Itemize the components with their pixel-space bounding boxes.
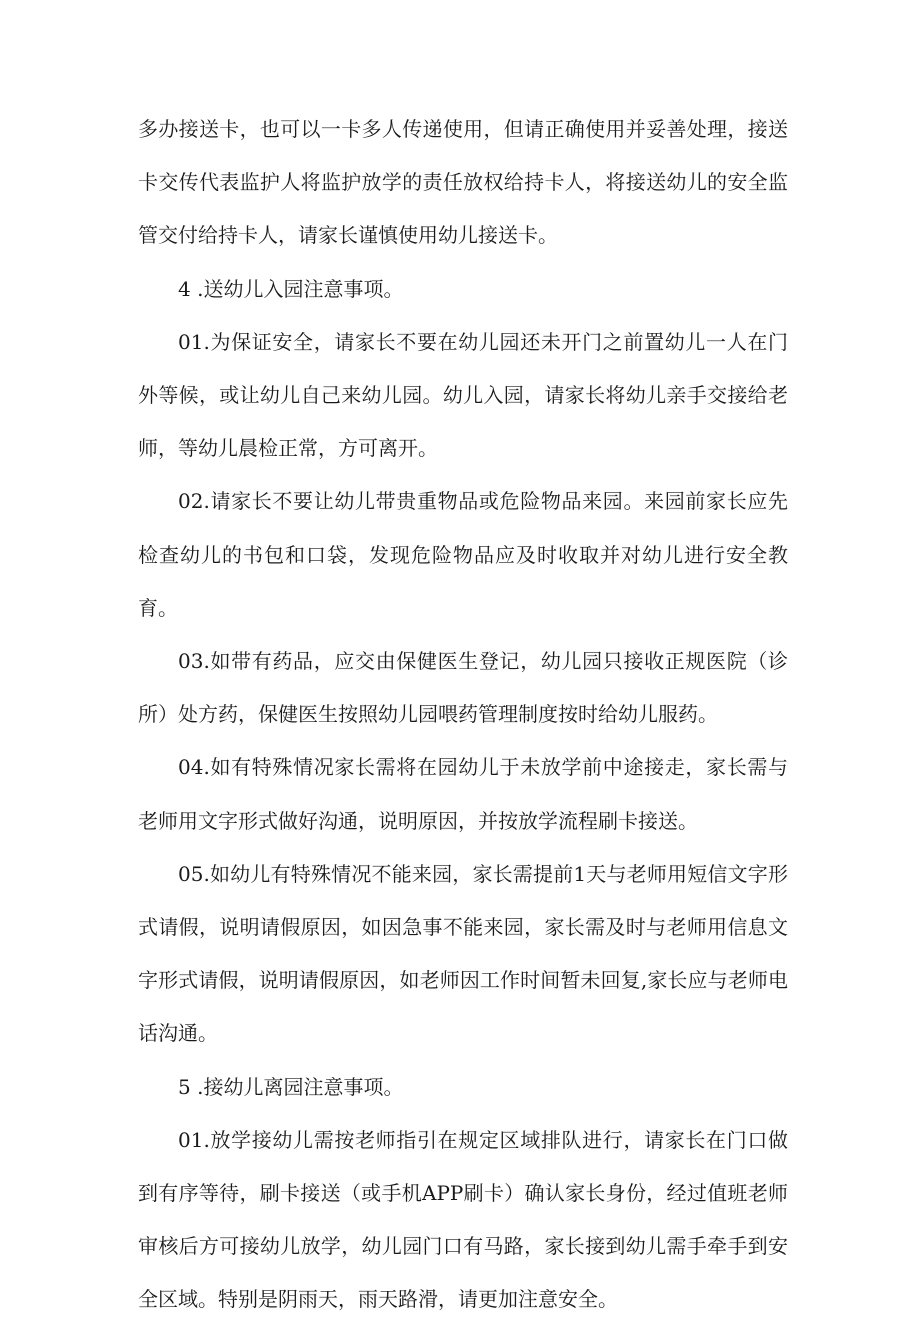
paragraph-item-01-pickup-queue: 01.放学接幼儿需按老师指引在规定区域排队进行，请家长在门口做到有序等待，刷卡接送（或手机APP刷卡）确认家长身份，经过值班老师审核后方可接幼儿放学，幼儿园门口有马路，家长接到幼儿需手牵手到安全区域。特别是阴雨天，雨天路滑，请更加注意安全。 [138, 1127, 788, 1312]
paragraph-item-05-leave-request: 05.如幼儿有特殊情况不能来园，家长需提前1天与老师用短信文字形式请假，说明请假原因，如因急事不能来园，家长需及时与老师用信息文字形式请假，说明请假原因，如老师因工作时间暂未回复,家长应与老师电话沟通。 [138, 861, 788, 1046]
section-heading-pick-up: 5 .接幼儿离园注意事项。 [178, 1074, 404, 1099]
paragraph-item-02-valuables: 02.请家长不要让幼儿带贵重物品或危险物品来园。来园前家长应先检查幼儿的书包和口袋，发现危险物品应及时收取并对幼儿进行安全教育。 [138, 489, 788, 620]
paragraph-item-01-safety: 01.为保证安全，请家长不要在幼儿园还未开门之前置幼儿一人在门外等候，或让幼儿自己来幼儿园。幼儿入园，请家长将幼儿亲手交接给老师，等幼儿晨检正常，方可离开。 [138, 329, 788, 461]
document-body [138, 103, 788, 1327]
paragraph-item-03-medicine: 03.如带有药品，应交由保健医生登记，幼儿园只接收正规医院（诊所）处方药，保健医生按照幼儿园喂药管理制度按时给幼儿服药。 [138, 649, 788, 727]
section-heading-drop-off: 4 .送幼儿入园注意事项。 [178, 276, 404, 301]
paragraph-continuation: 多办接送卡，也可以一卡多人传递使用，但请正确使用并妥善处理，接送卡交传代表监护人将监护放学的责任放权给持卡人，将接送幼儿的安全监管交付给持卡人，请家长谨慎使用幼儿接送卡。 [138, 117, 788, 248]
paragraph-item-04-early-pickup: 04.如有特殊情况家长需将在园幼儿于未放学前中途接走，家长需与老师用文字形式做好沟通，说明原因，并按放学流程刷卡接送。 [138, 755, 788, 833]
